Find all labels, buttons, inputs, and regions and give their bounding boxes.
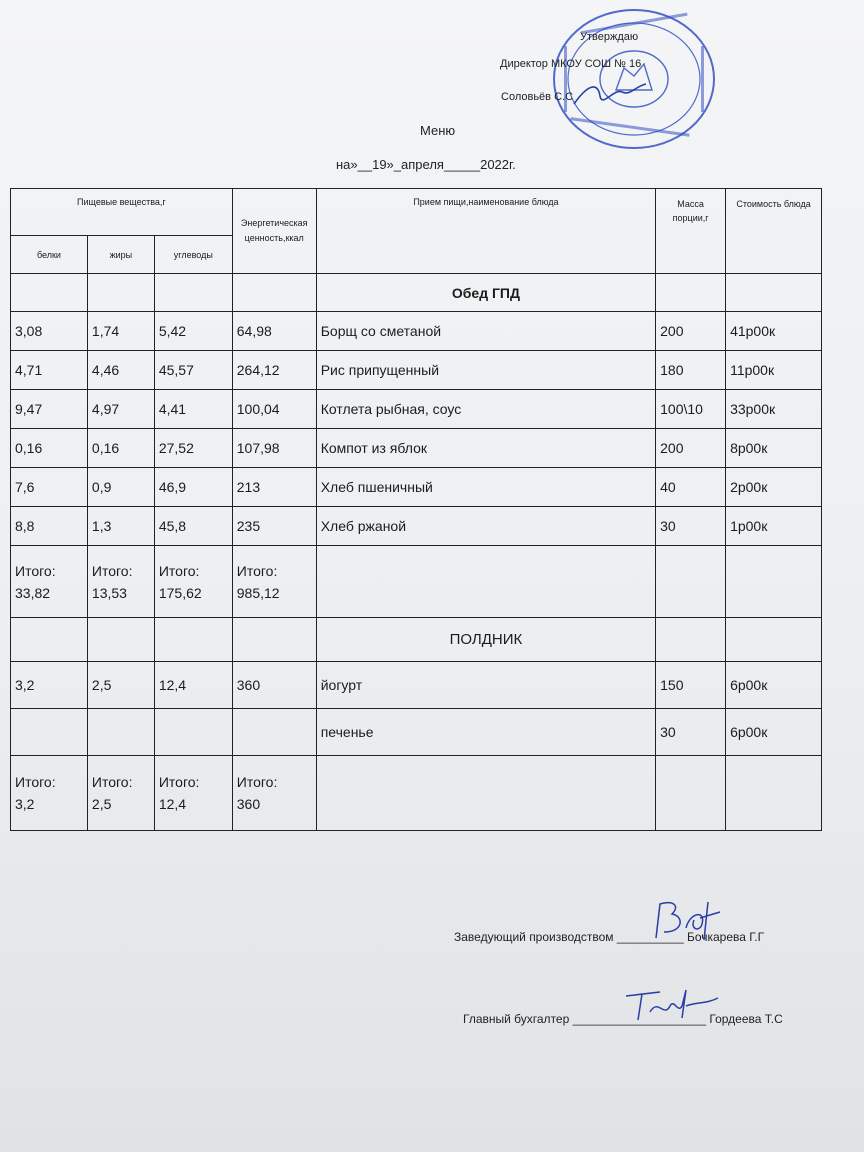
cost-cell: 33р00к bbox=[726, 390, 822, 429]
total-energy: 360 bbox=[236, 796, 261, 812]
cost-header: Стоимость блюда bbox=[726, 189, 822, 274]
table-header-row bbox=[11, 189, 822, 236]
fats-cell: 0,9 bbox=[87, 468, 154, 507]
approval-heading: Утверждаю bbox=[580, 31, 639, 43]
proteins-header: белки bbox=[11, 236, 88, 274]
energy-cell: 64,98 bbox=[232, 312, 316, 351]
carbs-header: углеводы bbox=[154, 236, 232, 274]
proteins-cell: 0,16 bbox=[11, 429, 88, 468]
energy-cell: 100,04 bbox=[232, 390, 316, 429]
fats-cell: 0,16 bbox=[87, 429, 154, 468]
cost-cell: 11р00к bbox=[726, 351, 822, 390]
fats-cell: 1,74 bbox=[87, 312, 154, 351]
carbs-cell: 27,52 bbox=[154, 429, 232, 468]
dish-cell: Рис припущенный bbox=[316, 351, 655, 390]
table-row bbox=[11, 429, 822, 468]
table-row bbox=[11, 312, 822, 351]
meal-header: Прием пищи,наименование блюда bbox=[316, 189, 655, 274]
total-label: Итого: bbox=[236, 774, 278, 790]
total-fats-cell bbox=[87, 546, 154, 618]
carbs-cell: 46,9 bbox=[154, 468, 232, 507]
total-label: Итого: bbox=[15, 774, 56, 790]
total-energy: 985,12 bbox=[236, 584, 280, 601]
dish-cell: Котлета рыбная, соус bbox=[316, 390, 655, 429]
proteins-cell: 3,2 bbox=[11, 662, 88, 709]
total-label: Итого: bbox=[236, 562, 278, 579]
nutrients-header: Пищевые вещества,г bbox=[11, 189, 233, 236]
accountant-signature bbox=[620, 984, 720, 1024]
carbs-cell: 4,41 bbox=[154, 390, 232, 429]
table-row bbox=[11, 468, 822, 507]
document-date: на»__19»_апреля_____2022г. bbox=[336, 157, 516, 172]
cost-cell: 8р00к bbox=[726, 429, 822, 468]
total-proteins: 3,2 bbox=[15, 796, 35, 812]
dish-cell: Борщ со сметаной bbox=[316, 312, 655, 351]
lunch-total-row bbox=[11, 546, 822, 618]
energy-cell: 213 bbox=[232, 468, 316, 507]
lunch-section-title: Обед ГПД bbox=[316, 274, 655, 312]
total-energy-cell bbox=[232, 756, 316, 831]
total-proteins-cell bbox=[11, 756, 88, 831]
total-carbs: 12,4 bbox=[158, 796, 187, 812]
portion-cell: 200 bbox=[656, 312, 726, 351]
energy-header: Энергетическая ценность,ккал bbox=[232, 189, 316, 274]
snack-section-title: ПОЛДНИК bbox=[316, 618, 655, 662]
portion-cell: 200 bbox=[656, 429, 726, 468]
manager-signature bbox=[650, 898, 722, 944]
table-row bbox=[11, 709, 822, 756]
energy-cell: 264,12 bbox=[232, 351, 316, 390]
carbs-cell: 45,57 bbox=[154, 351, 232, 390]
dish-cell: печенье bbox=[316, 709, 655, 756]
energy-cell: 107,98 bbox=[232, 429, 316, 468]
dish-cell: йогурт bbox=[316, 662, 655, 709]
fats-cell: 2,5 bbox=[87, 662, 154, 709]
document-title: Меню bbox=[420, 123, 456, 138]
portion-cell: 180 bbox=[656, 351, 726, 390]
table-row bbox=[11, 390, 822, 429]
fats-header: жиры bbox=[87, 236, 154, 274]
fats-cell: 4,46 bbox=[87, 351, 154, 390]
total-fats: 13,53 bbox=[91, 584, 127, 601]
total-label: Итого: bbox=[158, 774, 200, 790]
cost-cell: 1р00к bbox=[726, 507, 822, 546]
total-label: Итого: bbox=[15, 562, 56, 579]
proteins-cell: 4,71 bbox=[11, 351, 88, 390]
energy-cell: 360 bbox=[232, 662, 316, 709]
energy-cell bbox=[232, 709, 316, 756]
total-fats-cell bbox=[87, 756, 154, 831]
carbs-cell: 45,8 bbox=[154, 507, 232, 546]
production-manager-line: Заведующий производством __________ Бочкарева Г.Г bbox=[454, 930, 765, 944]
cost-cell: 6р00к bbox=[726, 709, 822, 756]
cost-cell: 6р00к bbox=[726, 662, 822, 709]
total-proteins: 33,82 bbox=[15, 584, 51, 601]
fats-cell: 4,97 bbox=[87, 390, 154, 429]
director-signature bbox=[570, 78, 650, 112]
total-proteins-cell bbox=[11, 546, 88, 618]
total-label: Итого: bbox=[158, 562, 200, 579]
proteins-cell: 8,8 bbox=[11, 507, 88, 546]
menu-table bbox=[10, 188, 822, 831]
carbs-cell bbox=[154, 709, 232, 756]
total-label: Итого: bbox=[91, 774, 133, 790]
total-energy-cell bbox=[232, 546, 316, 618]
total-carbs: 175,62 bbox=[158, 584, 202, 601]
portion-cell: 150 bbox=[656, 662, 726, 709]
proteins-cell: 9,47 bbox=[11, 390, 88, 429]
portion-cell: 100\10 bbox=[656, 390, 726, 429]
director-title: Директор МКОУ СОШ № 16 bbox=[500, 58, 642, 70]
dish-cell: Хлеб ржаной bbox=[316, 507, 655, 546]
portion-cell: 40 bbox=[656, 468, 726, 507]
chief-accountant-line: Главный бухгалтер ____________________ Гордеева Т.С bbox=[463, 1012, 783, 1026]
fats-cell bbox=[87, 709, 154, 756]
total-fats: 2,5 bbox=[91, 796, 112, 812]
energy-cell: 235 bbox=[232, 507, 316, 546]
total-label: Итого: bbox=[91, 562, 133, 579]
carbs-cell: 5,42 bbox=[154, 312, 232, 351]
carbs-cell: 12,4 bbox=[154, 662, 232, 709]
total-carbs-cell bbox=[154, 756, 232, 831]
lunch-section-row bbox=[11, 274, 822, 312]
proteins-cell: 3,08 bbox=[11, 312, 88, 351]
cost-cell: 41р00к bbox=[726, 312, 822, 351]
proteins-cell: 7,6 bbox=[11, 468, 88, 507]
portion-cell: 30 bbox=[656, 507, 726, 546]
portion-header: Масса порции,г bbox=[656, 189, 726, 274]
proteins-cell bbox=[11, 709, 88, 756]
snack-total-row bbox=[11, 756, 822, 831]
director-name: Соловьёв С.С bbox=[501, 91, 574, 103]
dish-cell: Компот из яблок bbox=[316, 429, 655, 468]
table-row bbox=[11, 507, 822, 546]
snack-section-row bbox=[11, 618, 822, 662]
dish-cell: Хлеб пшеничный bbox=[316, 468, 655, 507]
cost-cell: 2р00к bbox=[726, 468, 822, 507]
total-carbs-cell bbox=[154, 546, 232, 618]
table-row bbox=[11, 351, 822, 390]
table-row bbox=[11, 662, 822, 709]
fats-cell: 1,3 bbox=[87, 507, 154, 546]
portion-cell: 30 bbox=[656, 709, 726, 756]
